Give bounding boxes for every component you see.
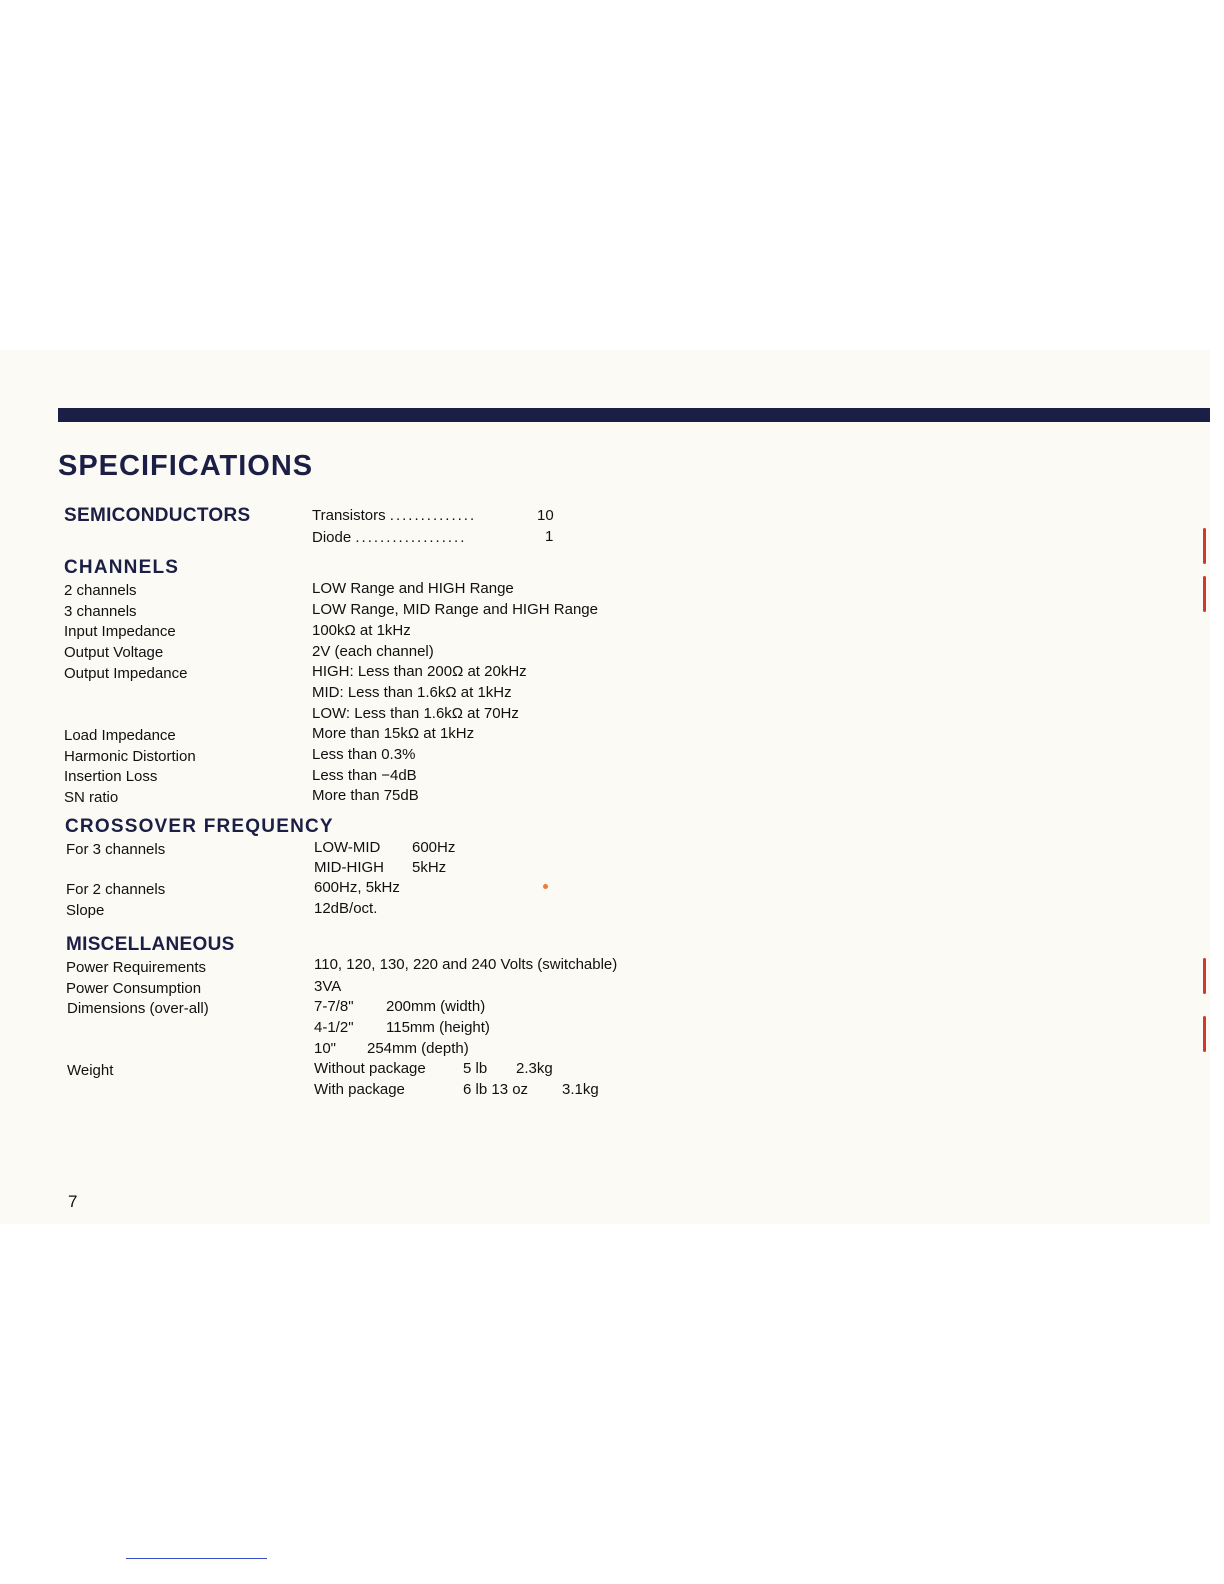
label-power-requirements: Power Requirements: [66, 959, 207, 976]
value-dimension-height-mm: 115mm (height): [386, 1019, 490, 1036]
value-input-impedance: 100kΩ at 1kHz: [312, 622, 411, 639]
spec-value-transistors: 10: [537, 507, 554, 524]
value-output-voltage: 2V (each channel): [312, 643, 434, 660]
label-power-consumption: Power Consumption: [66, 980, 202, 997]
value-weight-with-package-label: With package: [314, 1081, 405, 1098]
label-crossover-2-channels: For 2 channels: [66, 881, 166, 898]
label-weight: Weight: [67, 1062, 114, 1079]
label-dimensions: Dimensions (over-all): [67, 1000, 209, 1017]
ink-speck: [543, 884, 548, 889]
value-low-mid-frequency: 600Hz: [412, 839, 456, 856]
section-heading-semiconductors: SEMICONDUCTORS: [64, 505, 251, 526]
value-3-channels: LOW Range, MID Range and HIGH Range: [312, 601, 598, 618]
value-dimension-width-inch: 7-7/8": [314, 998, 354, 1015]
section-heading-crossover: CROSSOVER FREQUENCY: [65, 816, 334, 837]
label-harmonic-distortion: Harmonic Distortion: [64, 748, 196, 765]
value-dimension-width-mm: 200mm (width): [386, 998, 486, 1015]
binding-edge-mark: [1203, 1016, 1206, 1052]
value-dimension-depth-mm: 254mm (depth): [367, 1040, 469, 1057]
section-heading-channels: CHANNELS: [64, 557, 180, 578]
value-output-impedance-mid: MID: Less than 1.6kΩ at 1kHz: [312, 684, 512, 701]
label-output-voltage: Output Voltage: [64, 644, 164, 661]
value-crossover-2-channels: 600Hz, 5kHz: [314, 879, 400, 896]
value-load-impedance: More than 15kΩ at 1kHz: [312, 725, 475, 742]
value-slope: 12dB/oct.: [314, 900, 378, 917]
label-2-channels: 2 channels: [64, 582, 137, 599]
spec-row-diode: [312, 529, 466, 546]
leader-dots: ..............: [389, 507, 477, 524]
spec-label: Diode: [312, 529, 352, 546]
spec-row-transistors: [312, 507, 476, 524]
leader-dots: ..................: [355, 529, 467, 546]
value-low-mid-name: LOW-MID: [314, 839, 381, 856]
label-slope: Slope: [66, 902, 105, 919]
label-load-impedance: Load Impedance: [64, 727, 176, 744]
value-harmonic-distortion: Less than 0.3%: [312, 746, 416, 763]
label-insertion-loss: Insertion Loss: [64, 768, 158, 785]
label-output-impedance: Output Impedance: [64, 665, 188, 682]
value-2-channels: LOW Range and HIGH Range: [312, 580, 514, 597]
bottom-underline-mark: [126, 1558, 267, 1559]
label-sn-ratio: SN ratio: [64, 789, 119, 806]
value-weight-without-package-label: Without package: [314, 1060, 426, 1077]
value-output-impedance-high: HIGH: Less than 200Ω at 20kHz: [312, 663, 527, 680]
label-3-channels: 3 channels: [64, 603, 137, 620]
binding-edge-mark: [1203, 576, 1206, 612]
value-sn-ratio: More than 75dB: [312, 787, 419, 804]
value-weight-without-package-lb: 5 lb: [463, 1060, 488, 1077]
value-weight-with-package-lb: 6 lb 13 oz: [463, 1081, 529, 1098]
value-mid-high-frequency: 5kHz: [412, 859, 447, 876]
value-dimension-depth-inch: 10": [314, 1040, 337, 1057]
spec-label: Transistors: [312, 507, 386, 524]
value-weight-with-package-kg: 3.1kg: [562, 1081, 599, 1098]
label-input-impedance: Input Impedance: [64, 623, 176, 640]
value-mid-high-name: MID-HIGH: [314, 859, 384, 876]
section-heading-miscellaneous: MISCELLANEOUS: [66, 934, 235, 955]
binding-edge-mark: [1203, 958, 1206, 994]
value-power-consumption: 3VA: [314, 978, 342, 995]
value-insertion-loss: Less than −4dB: [312, 767, 417, 784]
page-number: 7: [68, 1192, 78, 1211]
value-output-impedance-low: LOW: Less than 1.6kΩ at 70Hz: [312, 705, 519, 722]
label-crossover-3-channels: For 3 channels: [66, 841, 166, 858]
value-dimension-height-inch: 4-1/2": [314, 1019, 354, 1036]
binding-edge-mark: [1203, 528, 1206, 564]
header-rule: [58, 408, 1210, 422]
value-power-requirements: 110, 120, 130, 220 and 240 Volts (switchable): [314, 956, 618, 973]
value-weight-without-package-kg: 2.3kg: [516, 1060, 553, 1077]
spec-value-diode: 1: [545, 528, 554, 545]
page-title: SPECIFICATIONS: [58, 450, 314, 482]
